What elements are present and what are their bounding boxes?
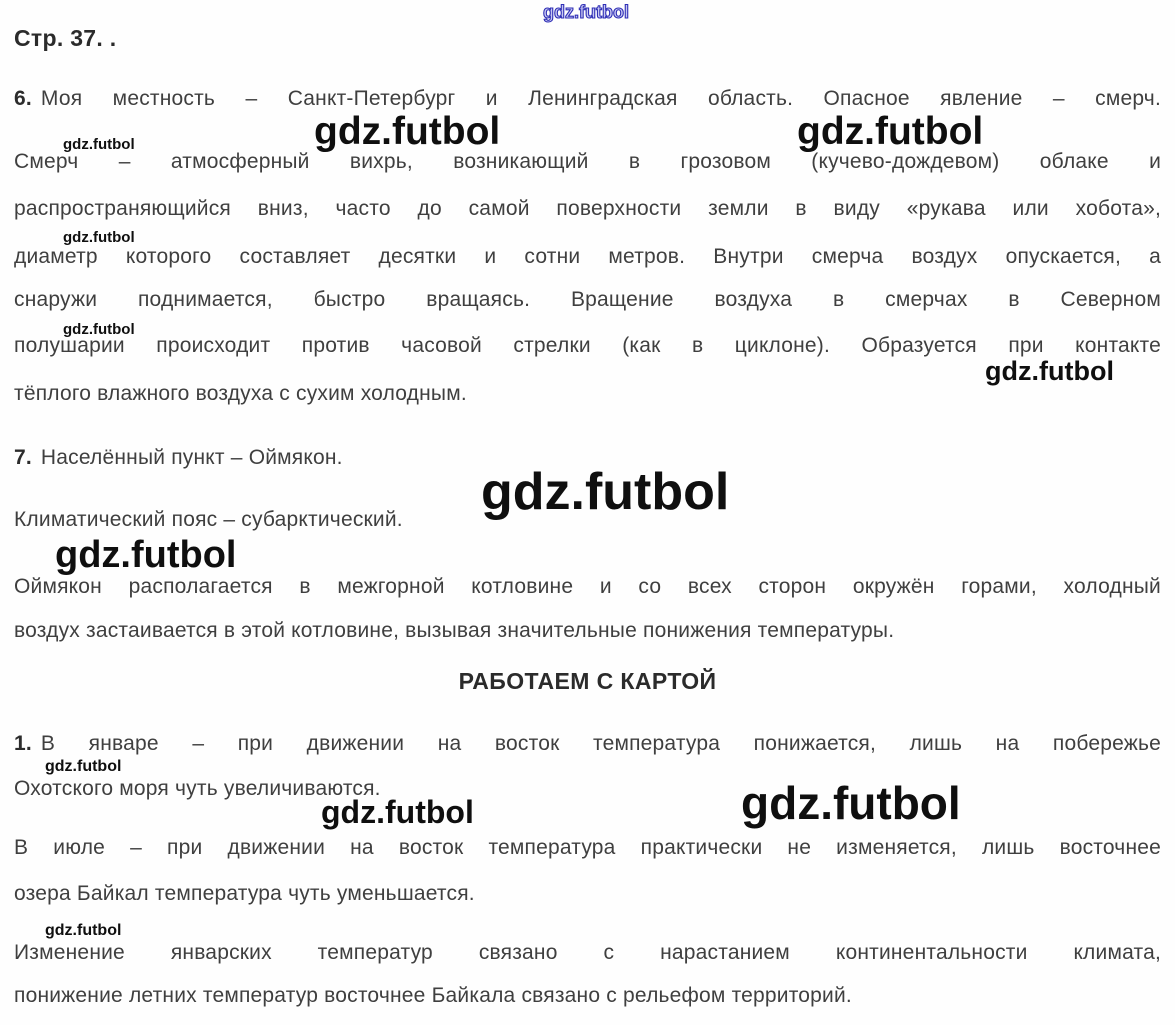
- answer7-line: [14, 443, 1161, 475]
- answer6-text: Моя местность – Санкт-Петербург и Ленинградская область. Опасное явление – смерч.: [40, 87, 1161, 110]
- watermark-gdz-futbol: gdz.futbol: [985, 356, 1114, 386]
- watermark-gdz-futbol: gdz.futbol: [45, 758, 122, 775]
- watermark-gdz-futbol: gdz.futbol: [63, 321, 135, 338]
- watermark-gdz-futbol: gdz.futbol: [45, 922, 122, 939]
- watermark-gdz-futbol: gdz.futbol: [321, 794, 474, 830]
- page-title: Стр. 37. .: [14, 25, 117, 51]
- section-heading-work-with-map: РАБОТАЕМ С КАРТОЙ: [458, 668, 717, 694]
- answer6-line: полушарии происходит против часовой стрелки (как в циклоне). Образуется при контакте: [14, 334, 1161, 357]
- watermark-gdz-futbol: gdz.futbol: [741, 777, 961, 829]
- map-answer1-line: [14, 729, 1161, 761]
- map-answer1-line: Изменение январских температур связано с нарастанием континентальности климата,: [14, 941, 1161, 964]
- watermark-gdz-futbol: gdz.futbol: [63, 136, 135, 153]
- map-answer1-line: озера Байкал температура чуть уменьшается.: [14, 882, 475, 905]
- map-answer1-number: 1.: [14, 732, 32, 755]
- watermark-gdz-futbol: gdz.futbol: [797, 110, 984, 153]
- watermark-gdz-futbol-top-blue: gdz.futbol: [543, 2, 629, 22]
- answer6-number: 6.: [14, 87, 32, 110]
- answer6-line: снаружи поднимается, быстро вращаясь. Вращение воздуха в смерчах в Северном: [14, 288, 1161, 311]
- answer6-line: тёплого влажного воздуха с сухим холодным.: [14, 382, 467, 405]
- map-answer1-line: Охотского моря чуть увеличиваются.: [14, 777, 381, 800]
- answer7-line: воздух застаивается в этой котловине, вызывая значительные понижения температуры.: [14, 619, 895, 642]
- map-answer1-text: В январе – при движении на восток температура понижается, лишь на побережье: [40, 732, 1161, 755]
- answer6-line: распространяющийся вниз, часто до самой поверхности земли в виду «рукава или хобота»,: [14, 197, 1161, 220]
- watermark-gdz-futbol: gdz.futbol: [55, 534, 237, 576]
- watermark-gdz-futbol: gdz.futbol: [314, 110, 501, 153]
- answer7-text: Населённый пункт – Оймякон.: [40, 446, 343, 469]
- map-answer1-line: В июле – при движении на восток температура практически не изменяется, лишь восточнее: [14, 836, 1161, 859]
- answer6-line: Смерч – атмосферный вихрь, возникающий в грозовом (кучево-дождевом) облаке и: [14, 150, 1161, 173]
- answer6-line: диаметр которого составляет десятки и сотни метров. Внутри смерча воздух опускается, а: [14, 245, 1161, 268]
- watermark-gdz-futbol: gdz.futbol: [481, 463, 730, 521]
- answer7-line: Оймякон располагается в межгорной котловине и со всех сторон окружён горами, холодный: [14, 575, 1161, 598]
- answer6-line: [14, 84, 1161, 116]
- answer7-line: Климатический пояс – субарктический.: [14, 508, 403, 531]
- watermark-gdz-futbol: gdz.futbol: [63, 229, 135, 246]
- map-answer1-line: понижение летних температур восточнее Байкала связано с рельефом территорий.: [14, 984, 852, 1007]
- answer7-number: 7.: [14, 446, 32, 469]
